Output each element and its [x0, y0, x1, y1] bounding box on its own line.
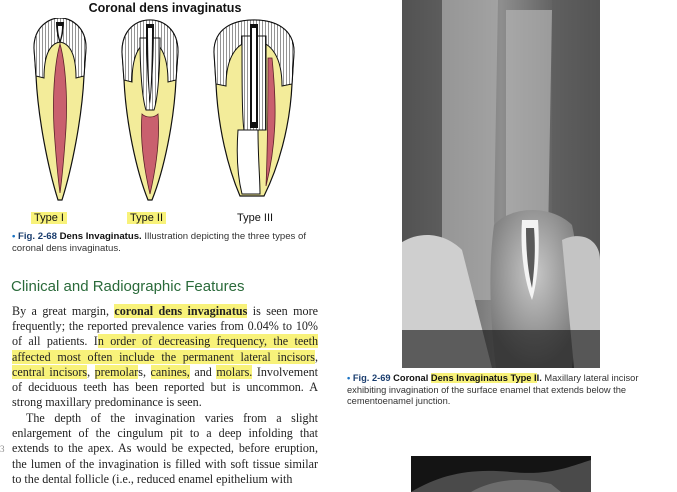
caption-heading: Dens Invaginatus. — [59, 231, 142, 242]
paragraph-1: By a great margin, coronal dens invaginatus is seen more frequently; the reported prevalence varies from 0.04% to 10% of all patients. In order of decreasing frequency, the teeth affected most often include the permanent lateral incisors, central incisors, premolars, canines, and molars. Involvement of deciduous teeth has been reported but is uncommon. A strong maxillary predominance is seen. — [12, 304, 319, 410]
caption-heading: Coronal Dens Invaginatus Type II. — [393, 373, 542, 383]
highlight-central-incisors: central incisors — [12, 364, 88, 379]
highlight-canines: canines, — [150, 364, 190, 379]
margin-mark: 3 — [0, 444, 5, 454]
highlight-molars: molars. — [216, 364, 253, 379]
type-1-label: Type I — [31, 212, 67, 224]
caption-text: Maxillary lateral incisor exhibiting invagination of the surface enamel that extends below the cementoenamel junction. — [347, 373, 639, 407]
paragraph-2: The depth of the invagination varies from a slight enlargement of the cingulum pit to a deep infolding that extends to the apex. As would be expected, before eruption, the lumen of the invagination is filled with soft tissue similar to the dental follicle (i.e., reduced enamel epithelium with — [12, 411, 318, 486]
figure-number: Fig. 2-68 — [18, 231, 57, 242]
second-radiograph-image — [411, 456, 591, 492]
tooth-type-3 — [214, 20, 294, 196]
figure-number: Fig. 2-69 — [352, 373, 391, 383]
figure-2-68-caption — [12, 231, 332, 255]
bullet-icon: • — [12, 231, 16, 242]
type-2-label: Type II — [127, 212, 166, 224]
highlight-frequency: n order of decreasing frequency, the teeth affected most often include the permanent lateral incisors — [12, 334, 319, 364]
radiograph-image — [402, 0, 600, 368]
bullet-icon: • — [347, 373, 351, 383]
highlight-premolars: premolar — [94, 364, 139, 379]
tooth-type-2 — [122, 20, 178, 200]
tooth-type-1 — [34, 18, 86, 200]
highlight-coronal-dens: coronal dens invaginatus — [114, 304, 248, 318]
caption-text: Illustration depicting the three types of coronal dens invaginatus. — [12, 231, 306, 254]
figure-2-69-caption — [347, 373, 659, 408]
dens-invaginatus-illustration — [18, 18, 318, 208]
type-3-label: Type III — [237, 212, 274, 224]
section-heading: Clinical and Radiographic Features — [11, 278, 245, 295]
figure-title: Coronal dens invaginatus — [88, 1, 242, 15]
